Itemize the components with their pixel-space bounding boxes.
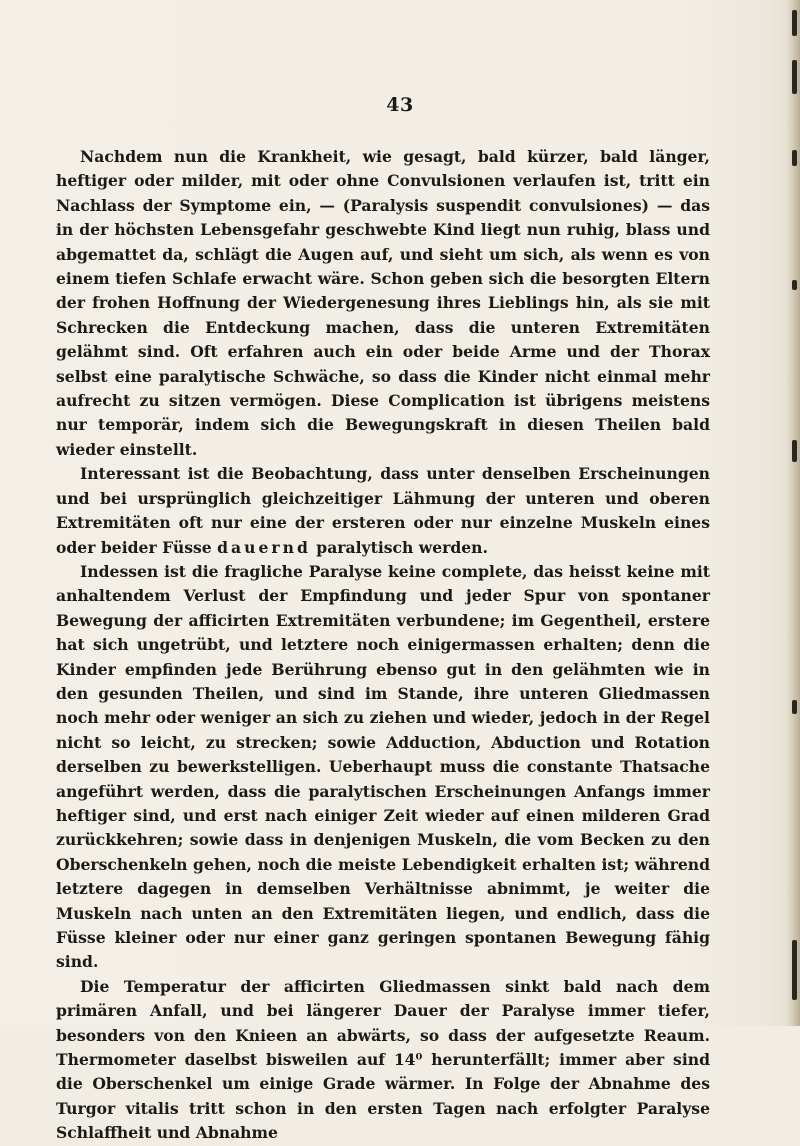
paragraph-4: Die Temperatur der afficirten Gliedmassen sinkt bald nach dem primären Anfall, und bei längerer Dauer der Paralyse immer tiefer, besonders von den Knieen an abwärts, so dass der aufgesetzte Reaum. Thermometer daselbst bisweilen auf 14⁰ herunterfällt; immer aber sind die Oberschenkel um einige Grade wärmer. In Folge der Abnahme des Turgor vitalis tritt schon in den ersten Tagen nach erfolgter Paralyse Schlaffheit und Abnahme xyxy=(56,976,710,1143)
spine-mark xyxy=(792,440,797,462)
paragraph-2-emphasis: dauernd xyxy=(217,537,311,557)
spine-mark xyxy=(792,700,797,714)
body-text xyxy=(56,145,710,1146)
paragraph-2-text-start: Interessant ist die Beobachtung, dass unter denselben Erscheinungen und bei ursprünglich gleichzeitiger Lähmung der unteren und oberen Extremitäten oft nur eine der ersteren oder nur einzelne Muskeln eines oder beider Füsse xyxy=(56,464,710,557)
book-spine-edge xyxy=(786,0,800,1026)
paragraph-1: Nachdem nun die Krankheit, wie gesagt, bald kürzer, bald länger, heftiger oder milder, mit oder ohne Convulsionen verlaufen ist, tritt ein Nachlass der Symptome ein, — (Paralysis suspendit convulsiones) — das in der höchsten Lebensgefahr geschwebte Kind liegt nun ruhig, blass und abgemattet da, schlägt die Augen auf, und sieht um sich, als wenn es von einem tiefen Schlafe erwacht wäre. Schon geben sich die besorgten Eltern der frohen Hoffnung der Wiedergenesung ihres Lieblings hin, als sie mit Schrecken die Entdeckung machen, dass die unteren Extremitäten gelähmt sind. Oft erfahren auch ein oder beide Arme und der Thorax selbst eine paralytische Schwäche, so dass die Kinder nicht einmal mehr aufrecht zu sitzen vermögen. Diese Complication ist übrigens meistens nur temporär, indem sich die Bewegungskraft in diesen Theilen bald wieder einstellt. xyxy=(56,147,710,459)
spine-mark xyxy=(792,150,797,166)
page-number: 43 xyxy=(386,94,414,116)
spine-mark xyxy=(792,280,797,290)
paragraph-3: Indessen ist die fragliche Paralyse keine complete, das heisst keine mit anhaltendem Verlust der Empfindung und jeder Spur von spontaner Bewegung der afficirten Extremitäten verbundene; im Gegentheil, erstere hat sich ungetrübt, und letztere noch einigermassen erhalten; denn die Kinder empfinden jede Berührung ebenso gut in den gelähmten wie in den gesunden Theilen, und sind im Stande, ihre unteren Gliedmassen noch mehr oder weniger an sich zu ziehen und wieder, jedoch in der Regel nicht so leicht, zu strecken; sowie Adduction, Abduction und Rotation derselben zu bewerkstelligen. Ueberhaupt muss die constante Thatsache angeführt werden, dass die paralytischen Erscheinungen Anfangs immer heftiger sind, und erst nach einiger Zeit wieder auf einen milderen Grad zurückkehren; sowie dass in denjenigen Muskeln, die vom Becken zu den Oberschenkeln gehen, noch die meiste Lebendigkeit erhalten ist; während letztere dagegen in demselben Verhältnisse abnimmt, je weiter die Muskeln nach unten an den Extremitäten liegen, und endlich, dass die Füsse kleiner oder nur einer ganz geringen spontanen Bewegung fähig sind. xyxy=(56,561,710,972)
paragraph-2 xyxy=(56,462,710,560)
spine-mark xyxy=(792,10,797,36)
spine-mark xyxy=(792,940,797,1000)
spine-mark xyxy=(792,60,797,94)
paragraph-2-text-end: paralytisch werden. xyxy=(310,537,488,557)
